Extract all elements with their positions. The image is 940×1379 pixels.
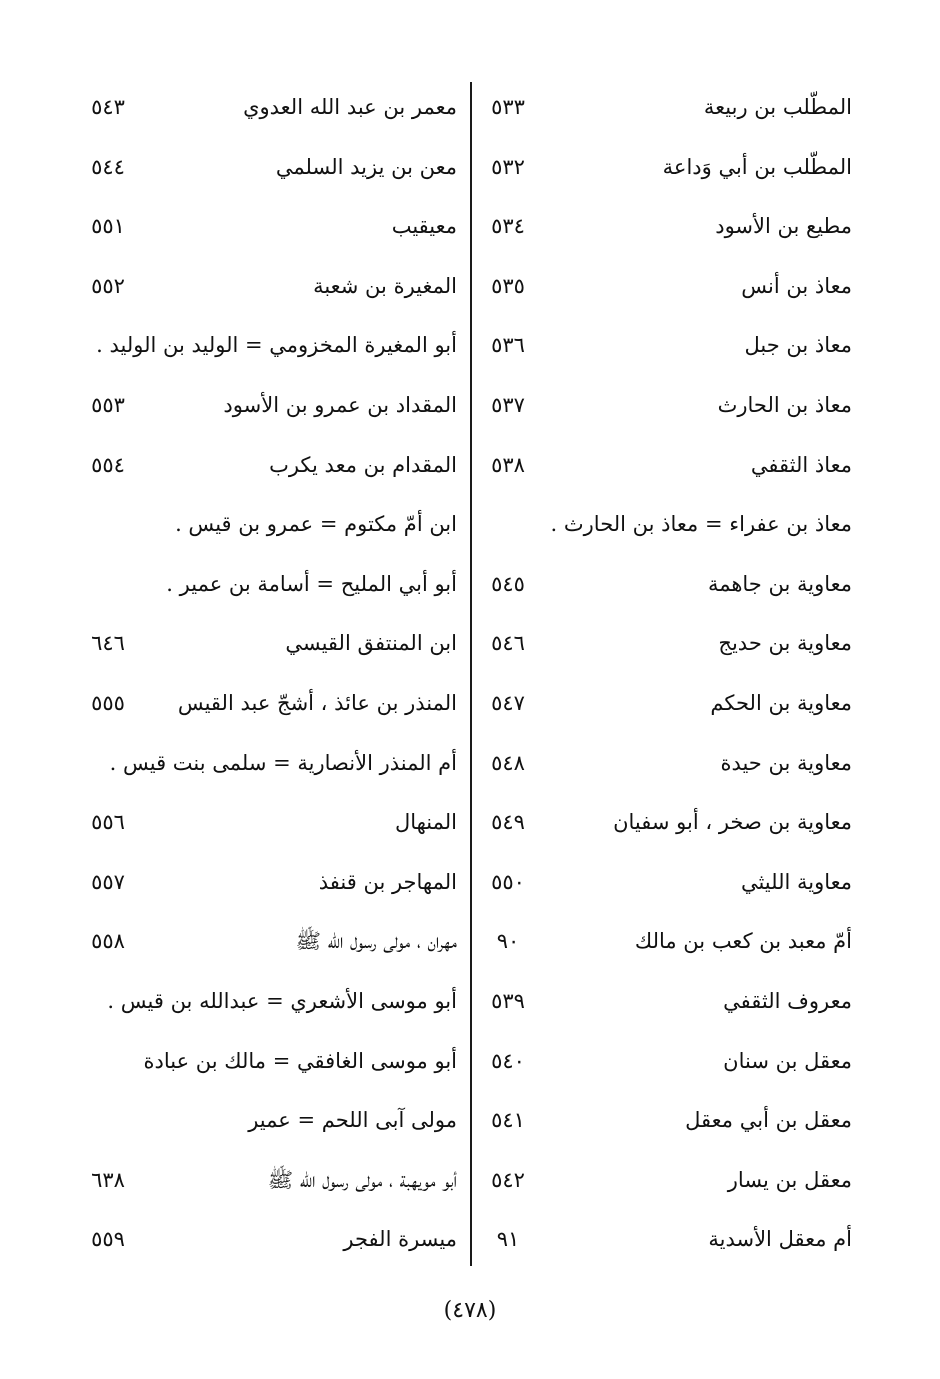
entry-name: معيقيب [391,214,457,239]
index-entry [80,376,457,436]
entry-number: ٦٣٨ [91,1167,125,1192]
index-entry [480,257,852,317]
entry-name: معاوية بن الحكم [710,690,852,715]
entry-name: المنهال [394,810,457,835]
index-entry [480,78,852,138]
entry-number: ٥٥٠ [491,869,525,894]
entry-name: معقل بن أبي معقل [685,1108,852,1133]
index-entry [480,853,852,913]
entry-name: معاذ بن عفراء = معاذ بن الحارث . [550,512,852,537]
index-entry [80,555,457,615]
entry-name: المطّلب بن أبي وَداعة [662,154,852,179]
entry-number: ٥٣٥ [491,273,525,298]
entry-number: ٥٥٦ [91,810,125,835]
entry-name: أمّ معبد بن كعب بن مالك [634,929,852,954]
entry-number: ٥٣٦ [491,333,525,358]
entry-name: ابن أمّ مكتوم = عمرو بن قيس . [175,512,457,537]
entry-number: ٥٥١ [91,214,125,239]
entry-name: أبو موسى الأشعري = عبدالله بن قيس . [107,988,457,1013]
entry-number: ٥٥٩ [91,1227,125,1252]
index-entry [480,614,852,674]
index-entry [480,436,852,496]
index-entry [80,674,457,734]
index-entry [80,495,457,555]
entry-name: أبو موسى الغافقي = مالك بن عبادة [143,1048,457,1073]
entry-name: معاذ الثقفي [750,452,852,477]
index-entry [80,257,457,317]
entry-name: أم المنذر الأنصارية = سلمى بنت قيس . [109,750,457,775]
index-entry [80,1091,457,1151]
index-entry [480,734,852,794]
index-entry [80,972,457,1032]
entry-name: معاذ بن جبل [744,333,852,358]
index-entry [80,436,457,496]
index-entry [480,793,852,853]
entry-number: ٥٤٥ [491,571,525,596]
index-entry [80,316,457,376]
entry-number: ٩١ [496,1227,520,1252]
entry-name: أبو المغيرة المخزومي = الوليد بن الوليد . [96,333,457,358]
entry-name: أبو أبي المليح = أسامة بن عمير . [166,571,457,596]
entry-number: ٥٤٣ [91,95,125,119]
index-entry [80,793,457,853]
entry-name: معاوية بن حيدة [720,750,852,775]
index-entry [80,1032,457,1092]
entry-name: معمر بن عبد الله العدوي [243,95,457,119]
entry-name: معقل بن يسار [727,1167,852,1192]
entry-number: ٩٠ [496,929,520,954]
entry-name: ابن المنتفق القيسي [285,631,457,656]
entry-number: ٥٤٧ [491,690,525,715]
index-entry [480,495,852,555]
entry-number: ٥٥٧ [91,869,125,894]
entry-name: مولى آبى اللحم = عمير [248,1108,457,1133]
entry-number: ٥٣٤ [491,214,525,239]
entry-number: ٥٤٨ [491,750,525,775]
entry-name: معاذ بن أنس [741,273,852,298]
right-index-column [480,78,852,1270]
entry-number: ٥٥٣ [91,392,125,417]
index-entry [480,1032,852,1092]
entry-name: معاوية بن جاهمة [707,571,852,596]
index-entry [80,1210,457,1270]
entry-name: المهاجر بن قنفذ [318,869,457,894]
entry-name: معقل بن سنان [723,1048,852,1073]
entry-name: المغيرة بن شعبة [313,273,457,298]
entry-name: مهران ، مولى رسول الله ﷺ [295,929,457,954]
entry-name: معاوية بن صخر ، أبو سفيان [613,810,852,835]
index-entry [480,376,852,436]
page-number: (٤٧٨) [443,1298,497,1323]
index-entry [80,1151,457,1211]
entry-name: معن بن يزيد السلمي [275,154,457,179]
entry-number: ٥٣٢ [491,154,525,179]
entry-name: المطّلب بن ربيعة [703,95,852,119]
entry-name: مطيع بن الأسود [715,214,852,239]
index-entry [480,674,852,734]
entry-name: المنذر بن عائذ ، أشجّ عبد القيس [177,690,457,715]
entry-number: ٥٤٤ [91,154,125,179]
entry-number: ٥٣٨ [491,452,525,477]
index-entry [80,138,457,198]
entry-name: أم معقل الأسدية [708,1227,852,1252]
index-entry [80,614,457,674]
entry-number: ٥٥٥ [91,690,125,715]
index-entry [480,316,852,376]
entry-name: ميسرة الفجر [343,1227,457,1252]
column-divider [470,82,472,1266]
entry-name: المقداد بن عمرو بن الأسود [223,392,457,417]
entry-name: معاوية الليثي [740,869,852,894]
index-entry [480,197,852,257]
index-entry [480,912,852,972]
entry-number: ٥٤١ [491,1108,525,1133]
entry-number: ٥٤٢ [491,1167,525,1192]
index-entry [80,197,457,257]
entry-number: ٥٥٨ [91,929,125,954]
entry-number: ٦٤٦ [91,631,125,656]
entry-number: ٥٣٣ [491,95,525,119]
index-entry [80,734,457,794]
entry-name: أبو مويهبة ، مولى رسول الله ﷺ [267,1167,457,1192]
entry-number: ٥٤٩ [491,810,525,835]
index-entry [480,1091,852,1151]
entry-number: ٥٣٩ [491,988,525,1013]
index-entry [480,1151,852,1211]
entry-number: ٥٤٠ [491,1048,525,1073]
entry-name: معاوية بن حديج [718,631,852,656]
entry-number: ٥٥٢ [91,273,125,298]
entry-number: ٥٥٤ [91,452,125,477]
left-index-column [80,78,457,1270]
entry-name: المقدام بن معد يكرب [269,452,457,477]
index-entry [80,853,457,913]
index-entry [480,555,852,615]
entry-number: ٥٤٦ [491,631,525,656]
entry-number: ٥٣٧ [491,392,525,417]
index-entry [80,912,457,972]
index-entry [80,78,457,138]
entry-name: معروف الثقفي [723,988,852,1013]
index-entry [480,972,852,1032]
entry-name: معاذ بن الحارث [717,392,852,417]
index-entry [480,138,852,198]
index-entry [480,1210,852,1270]
